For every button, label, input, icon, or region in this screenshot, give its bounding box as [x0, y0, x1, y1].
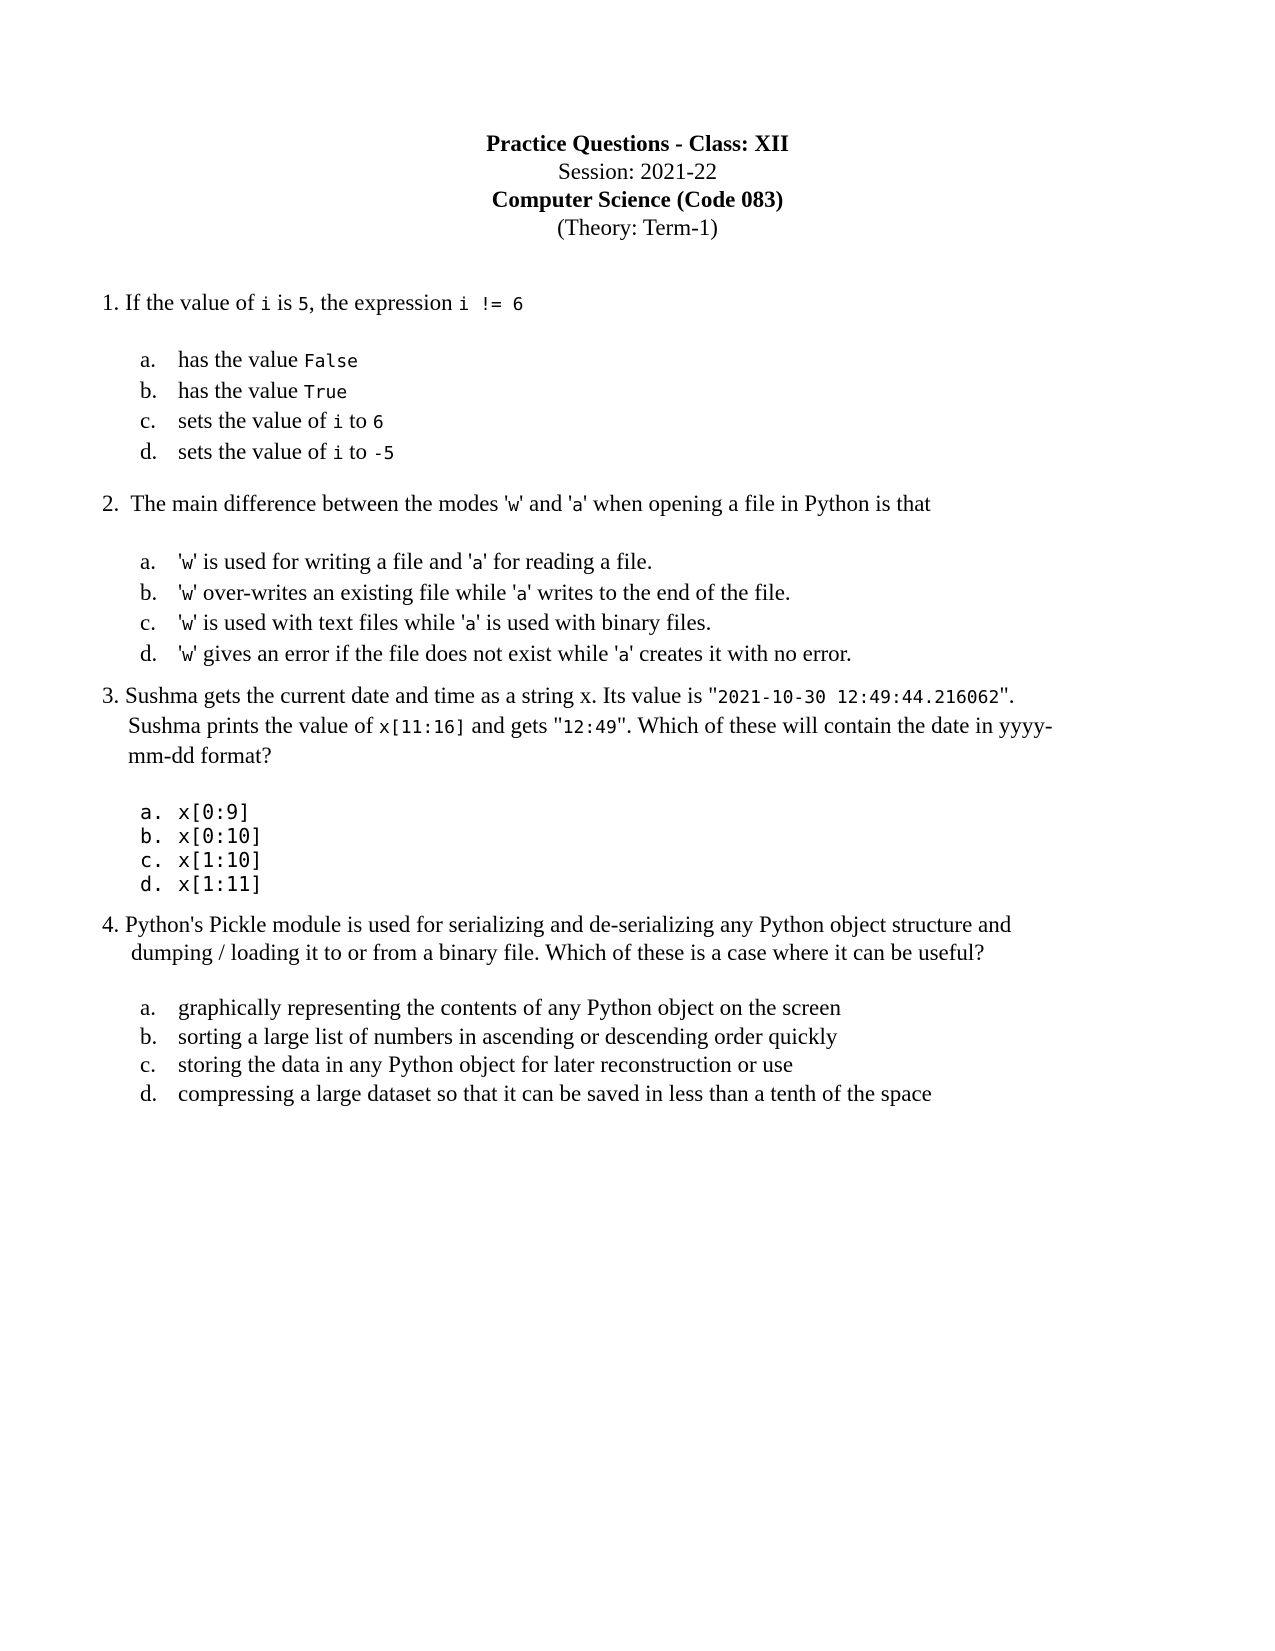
- stem-code: x[11:16]: [379, 717, 466, 738]
- option-a: [140, 994, 1170, 1023]
- stem-text: 3. Sushma gets the current date and time as a string x. Its value is ": [102, 683, 718, 708]
- option-a: [140, 548, 1170, 579]
- option-code: x[0:9]: [178, 800, 251, 824]
- stem-text: mm-dd format?: [128, 743, 272, 768]
- option-code: a: [618, 644, 630, 666]
- question-3: [102, 682, 1132, 896]
- option-d: [140, 438, 1170, 469]
- stem-text: ' when opening a file in Python is that: [582, 491, 931, 516]
- option-label: d.: [140, 872, 165, 896]
- term-line: (Theory: Term-1): [557, 215, 718, 240]
- question-4-stem: 4. Python's Pickle module is used for serializing and de-serializing any Python object structure and: [102, 912, 1012, 937]
- option-code: i: [332, 442, 344, 464]
- option-code: w: [182, 614, 193, 635]
- option-label: a.: [140, 800, 165, 824]
- document-header: [0, 130, 1275, 242]
- option-text: [178, 377, 347, 408]
- stem-text: 1. If the value of: [102, 290, 261, 315]
- option-code: w: [182, 644, 193, 666]
- option-text-part: ': [178, 549, 183, 574]
- question-4: [102, 911, 1132, 1108]
- option-code: False: [303, 351, 359, 372]
- option-label: d.: [140, 438, 158, 464]
- question-2: [102, 490, 1132, 670]
- option-text: graphically representing the contents of any Python object on the screen: [178, 995, 841, 1020]
- option-label: c.: [140, 848, 165, 872]
- option-a: [140, 346, 1170, 377]
- option-d: [140, 872, 1170, 896]
- option-code: a: [516, 583, 528, 605]
- page-title: Practice Questions - Class: XII: [486, 131, 789, 156]
- option-text: [178, 346, 358, 377]
- option-d: [140, 1080, 1170, 1109]
- question-3-stem-cont-2: [102, 742, 1132, 770]
- option-text-part: ' creates it with no error.: [629, 640, 852, 666]
- option-b: [140, 377, 1170, 408]
- option-code: True: [303, 381, 348, 403]
- option-text: [178, 548, 653, 579]
- option-d: [140, 640, 1170, 671]
- option-text-part: to: [343, 408, 373, 433]
- option-text-part: ' is used for writing a file and ': [193, 549, 473, 574]
- option-text-part: sets the value of: [178, 438, 333, 464]
- option-code: w: [182, 553, 193, 574]
- option-code: a: [465, 614, 476, 635]
- question-3-stem-cont: [102, 712, 1132, 742]
- option-text-part: ': [178, 640, 183, 666]
- option-label: a.: [140, 347, 156, 372]
- question-2-options: [140, 548, 1170, 670]
- stem-text: 2. The main difference between the modes ': [102, 491, 509, 516]
- option-code: x[1:10]: [178, 848, 263, 872]
- option-text: compressing a large dataset so that it can be saved in less than a tenth of the space: [178, 1080, 932, 1106]
- option-text-part: ' gives an error if the file does not exist while ': [193, 640, 619, 666]
- option-b: [140, 579, 1170, 610]
- stem-code: a: [572, 495, 583, 516]
- stem-code: i != 6: [458, 294, 524, 315]
- option-text-part: to: [343, 438, 373, 464]
- question-3-stem: [102, 682, 1132, 712]
- option-a: [140, 800, 1170, 824]
- session-line: Session: 2021-22: [557, 159, 718, 184]
- stem-text: ".: [999, 683, 1015, 708]
- option-label: c.: [140, 610, 156, 635]
- option-text-part: has the value: [178, 377, 304, 403]
- question-4-options: [140, 994, 1170, 1108]
- question-3-options: [140, 800, 1170, 896]
- option-text: [178, 438, 395, 469]
- option-b: [140, 824, 1170, 848]
- stem-text: and gets ": [465, 713, 563, 738]
- stem-text: ". Which of these will contain the date in yyyy-: [616, 713, 1053, 738]
- option-code: w: [182, 583, 193, 605]
- stem-text: Sushma prints the value of: [128, 713, 380, 738]
- option-text-part: ' over-writes an existing file while ': [193, 579, 517, 605]
- option-text-part: ': [178, 610, 183, 635]
- question-1-options: [140, 346, 1170, 468]
- option-code: x[0:10]: [178, 824, 263, 848]
- option-text-part: ' is used with binary files.: [475, 610, 712, 635]
- option-label: b.: [140, 377, 158, 403]
- stem-text: ' and ': [519, 491, 573, 516]
- option-code: 6: [372, 412, 384, 433]
- option-text: storing the data in any Python object for later reconstruction or use: [178, 1052, 794, 1077]
- option-text: [178, 609, 711, 640]
- option-c: [140, 848, 1170, 872]
- option-code: x[1:11]: [178, 872, 263, 896]
- option-label: c.: [140, 1052, 156, 1077]
- option-label: b.: [140, 579, 158, 605]
- option-text-part: ': [178, 579, 183, 605]
- option-code: i: [332, 412, 344, 433]
- stem-text: is: [271, 290, 299, 315]
- option-label: a.: [140, 549, 156, 574]
- option-label: b.: [140, 1023, 158, 1049]
- option-label: b.: [140, 824, 165, 848]
- stem-code: i: [260, 294, 272, 315]
- option-text: sorting a large list of numbers in ascending or descending order quickly: [178, 1023, 838, 1049]
- stem-text: , the expression: [308, 290, 459, 315]
- option-text-part: sets the value of: [178, 408, 333, 433]
- option-text: [178, 640, 852, 671]
- option-c: [140, 407, 1170, 438]
- option-text-part: has the value: [178, 347, 304, 372]
- option-text: [178, 407, 384, 438]
- option-label: d.: [140, 1080, 158, 1106]
- option-text-part: ' writes to the end of the file.: [527, 579, 791, 605]
- stem-code: 5: [298, 294, 309, 315]
- option-code: -5: [372, 442, 395, 464]
- subject-line: Computer Science (Code 083): [491, 187, 784, 212]
- option-text-part: ' is used with text files while ': [193, 610, 466, 635]
- option-label: c.: [140, 408, 156, 433]
- option-label: a.: [140, 995, 156, 1020]
- option-c: [140, 609, 1170, 640]
- option-text-part: ' for reading a file.: [482, 549, 653, 574]
- question-1: [102, 289, 1132, 468]
- option-label: d.: [140, 640, 158, 666]
- option-text: [178, 579, 791, 610]
- question-4-stem-cont: dumping / loading it to or from a binary file. Which of these is a case where it can be useful?: [131, 940, 985, 965]
- stem-code: 2021-10-30 12:49:44.216062: [717, 687, 1000, 708]
- question-2-stem: [102, 490, 1132, 520]
- option-b: [140, 1023, 1170, 1052]
- option-c: [140, 1051, 1170, 1080]
- stem-code: 12:49: [562, 717, 617, 738]
- question-1-stem: [102, 289, 1132, 319]
- option-code: a: [472, 553, 483, 574]
- stem-code: w: [508, 495, 520, 516]
